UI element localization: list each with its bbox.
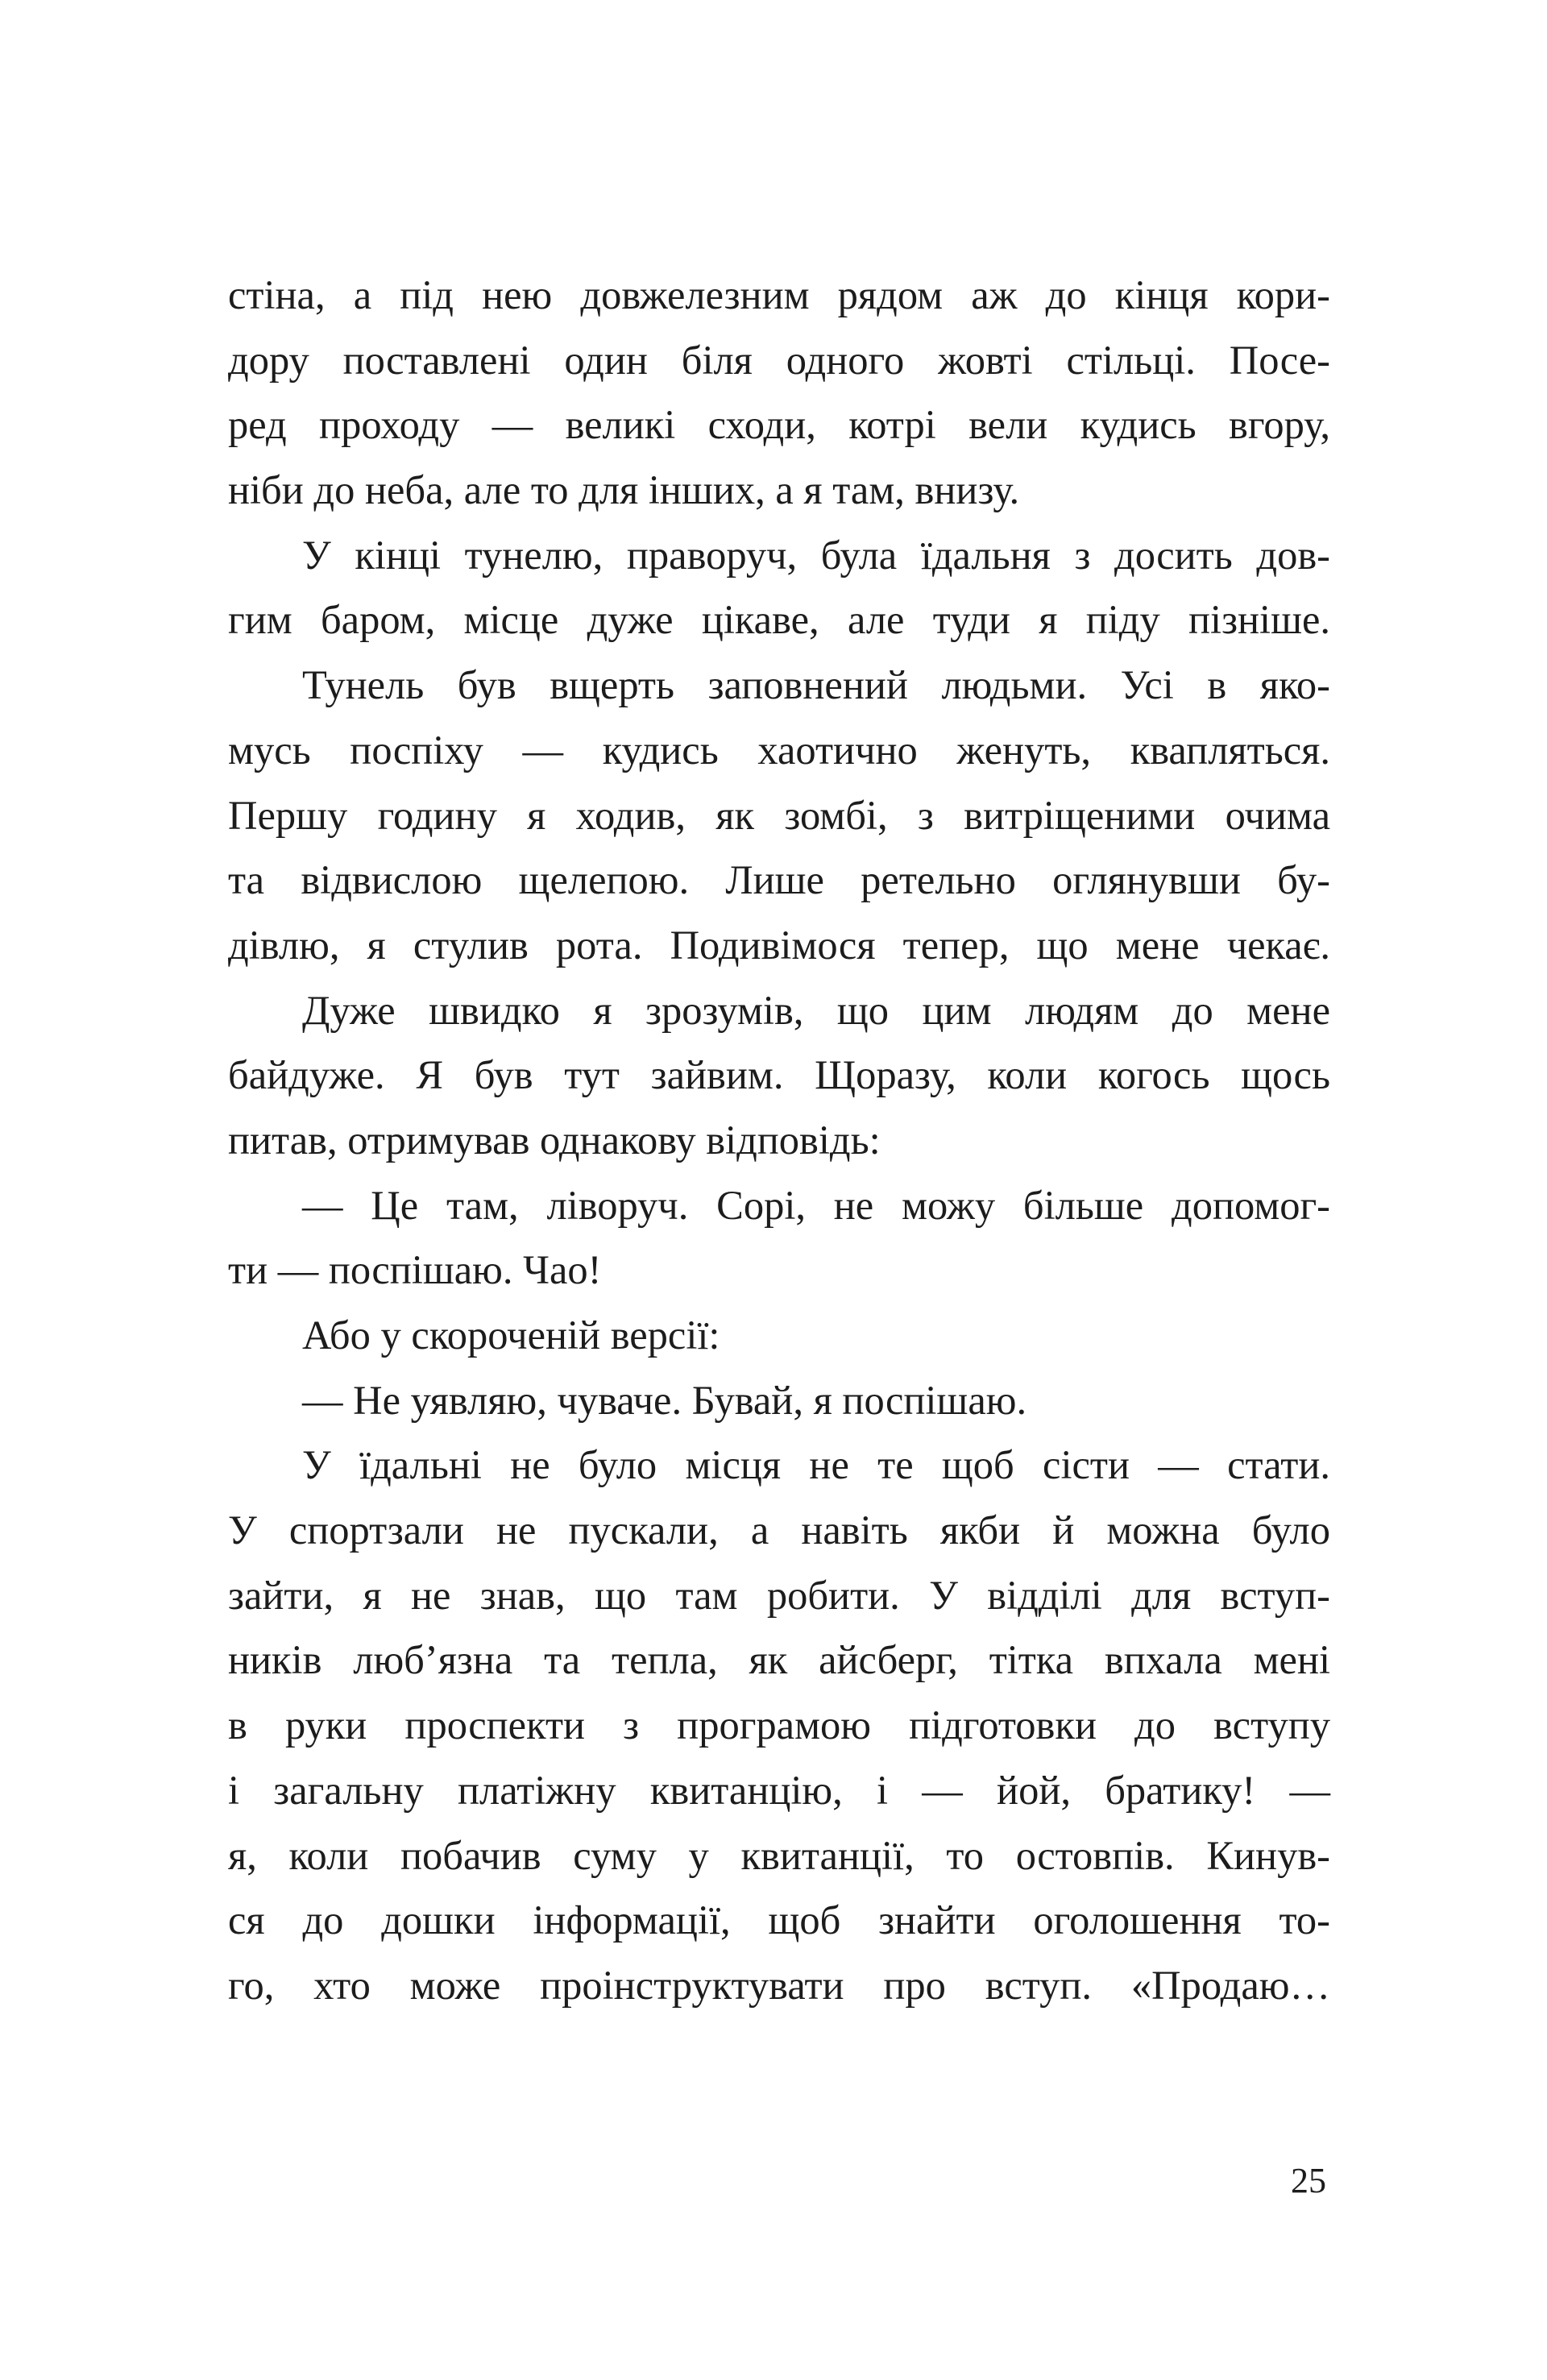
text-line: Або у скороченій версії: [302, 1312, 720, 1358]
text-line: мусь поспіху — кудись хаотично женуть, квапляться. [228, 727, 1330, 773]
text-line: — Це там, ліворуч. Сорі, не можу більше допомог- [302, 1182, 1330, 1228]
text-line: Тунель був вщерть заповнений людьми. Усі в яко- [302, 662, 1330, 708]
page-number: 25 [1291, 2161, 1326, 2200]
text-line: в руки проспекти з програмою підготовки до вступу [228, 1702, 1330, 1748]
text-line: та відвислою щелепою. Лише ретельно оглянувши бу- [228, 857, 1330, 903]
text-line: Першу годину я ходив, як зомбі, з витріщеними очима [228, 792, 1330, 838]
text-line: У спортзали не пускали, а навіть якби й можна було [228, 1507, 1330, 1553]
text-line: ти — поспішаю. Чао! [228, 1247, 602, 1293]
text-line: ся до дошки інформації, щоб знайти оголошення то- [228, 1897, 1330, 1943]
text-line: питав, отримував однакову відповідь: [228, 1117, 881, 1163]
text-line: зайти, я не знав, що там робити. У відділі для вступ- [228, 1572, 1330, 1618]
text-line: ред проходу — великі сходи, котрі вели кудись вгору, [228, 402, 1330, 448]
text-line: ників люб’язна та тепла, як айсберг, тітка впхала мені [228, 1637, 1330, 1683]
text-line: я, коли побачив суму у квитанції, то остовпів. Кинув- [228, 1832, 1330, 1878]
text-line: стіна, а під нею довжелезним рядом аж до кінця кори- [228, 272, 1330, 317]
text-line: байдуже. Я був тут зайвим. Щоразу, коли когось щось [228, 1052, 1330, 1098]
text-line: Дуже швидко я зрозумів, що цим людям до мене [302, 987, 1330, 1033]
text-line: — Не уявляю, чуваче. Бувай, я поспішаю. [302, 1377, 1027, 1423]
text-line: У їдальні не було місця не те щоб сісти — стати. [302, 1442, 1330, 1488]
text-line: го, хто може проінструктувати про вступ. «Продаю… [228, 1962, 1330, 2008]
text-line: дору поставлені один біля одного жовті стільці. Посе- [228, 337, 1330, 383]
body-text [228, 263, 1330, 2018]
text-line: дівлю, я стулив рота. Подивімося тепер, що мене чекає. [228, 922, 1330, 968]
text-line: ніби до неба, але то для інших, а я там, внизу. [228, 467, 1020, 513]
text-line: У кінці тунелю, праворуч, була їдальня з досить дов- [302, 532, 1330, 578]
text-line: і загальну платіжну квитанцію, і — йой, братику! — [228, 1767, 1330, 1813]
text-line: гим баром, місце дуже цікаве, але туди я піду пізніше. [228, 597, 1330, 643]
